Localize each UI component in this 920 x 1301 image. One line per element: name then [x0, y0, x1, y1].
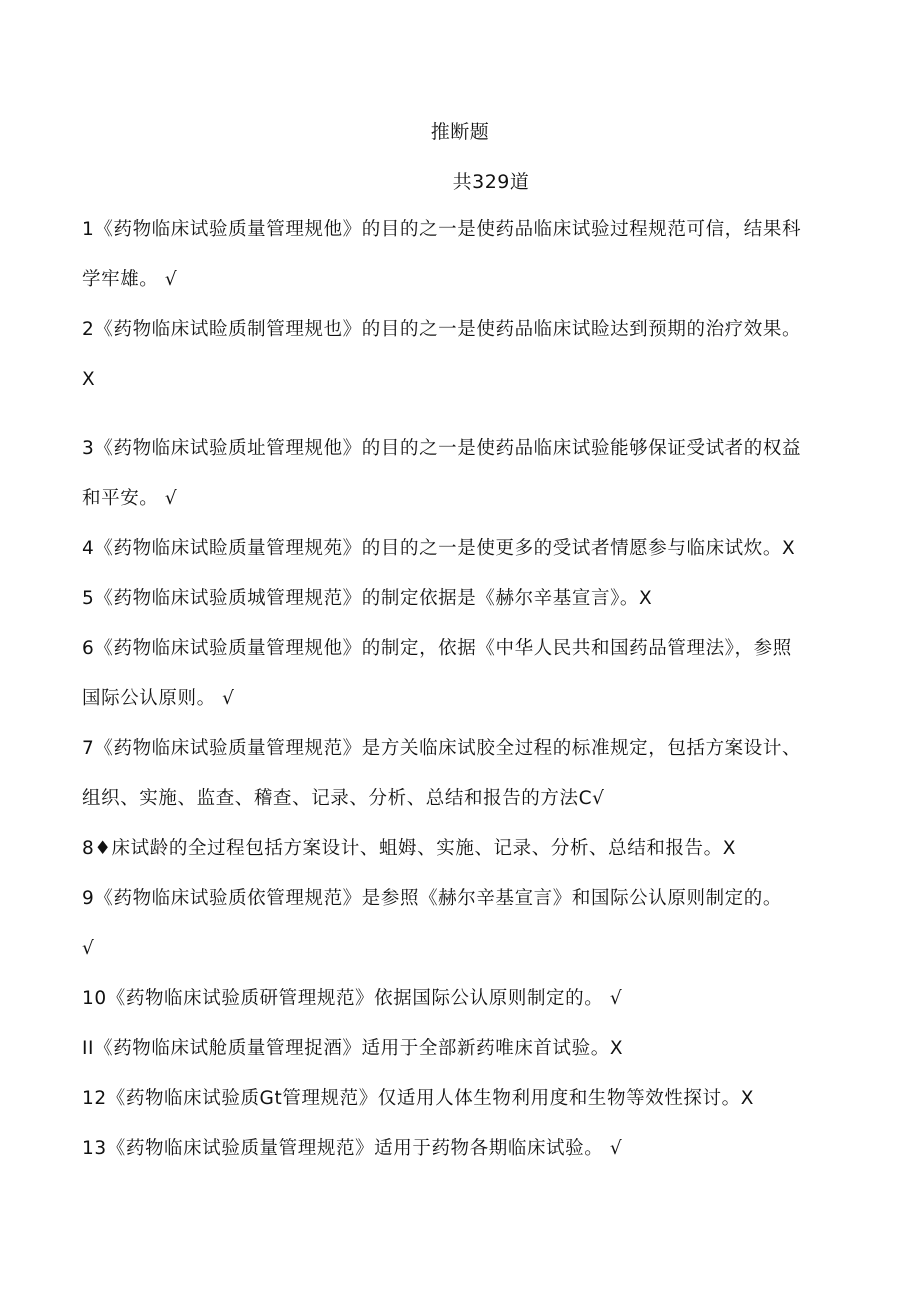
question-line: 2《药物临床试睑质制管理规也》的目的之一是使药品临床试睑达到预期的治疗效果。 — [82, 319, 802, 340]
question-line: 学牢雄。 √ — [82, 269, 178, 290]
question-item-5 — [82, 587, 842, 611]
question-line: 1《药物临床试验质量管理规他》的目的之一是使药品临床试验过程规范可信，结果科 — [82, 219, 802, 240]
question-item-6 — [82, 637, 842, 711]
question-line: √ — [82, 938, 95, 959]
document-title: 推断题 — [430, 121, 490, 143]
question-item-12 — [82, 1087, 842, 1111]
question-line: X — [82, 369, 96, 390]
question-item-4 — [82, 537, 842, 561]
question-line: 国际公认原则。 √ — [82, 688, 235, 709]
question-count: 共329道 — [452, 171, 530, 193]
question-line: 9《药物临床试验质依管理规范》是参照《赫尔辛基宣言》和国际公认原则制定的。 — [82, 888, 782, 909]
question-item-2 — [82, 318, 842, 392]
question-line: 12《药物临床试验质Gt管理规范》仅适用人体生物利用度和生物等效性探讨。X — [82, 1088, 755, 1109]
question-line: II《药物临床试舱质量管理捉酒》适用于全部新药唯床首试验。X — [82, 1038, 624, 1059]
question-item-7 — [82, 737, 842, 811]
question-item-1 — [82, 218, 842, 292]
question-line: 13《药物临床试验质量管理规范》适用于药物各期临床试验。 √ — [82, 1138, 623, 1159]
question-line: 3《药物临床试验质址管理规他》的目的之一是使药品临床试验能够保证受试者的权益 — [82, 438, 802, 459]
question-line: 组织、实施、监查、稽查、记录、分析、总结和报告的方法C√ — [82, 788, 605, 809]
question-item-9 — [82, 887, 842, 961]
question-line: 4《药物临床试睑质量管理规苑》的目的之一是使更多的受试者情愿参与临床试炊。X — [82, 538, 796, 559]
question-line: 和平安。 √ — [82, 488, 178, 509]
question-item-8 — [82, 837, 842, 861]
question-item-13 — [82, 1137, 842, 1161]
question-line: 10《药物临床试验质研管理规范》依据国际公认原则制定的。 √ — [82, 988, 623, 1009]
question-line: 8♦床试龄的全过程包括方案设计、蛆姆、实施、记录、分析、总结和报告。X — [82, 838, 737, 859]
question-line: 6《药物临床试验质量管理规他》的制定，依据《中华人民共和国药品管理法》，参照 — [82, 638, 792, 659]
question-line: 7《药物临床试验质量管理规范》是方关临床试胶全过程的标准规定，包括方案设计、 — [82, 738, 802, 759]
question-list — [82, 218, 842, 1161]
question-line: 5《药物临床试验质城管理规范》的制定依据是《赫尔辛基宣言》。X — [82, 588, 653, 609]
question-item-11 — [82, 1037, 842, 1061]
question-item-3 — [82, 437, 842, 511]
question-item-10 — [82, 987, 842, 1011]
